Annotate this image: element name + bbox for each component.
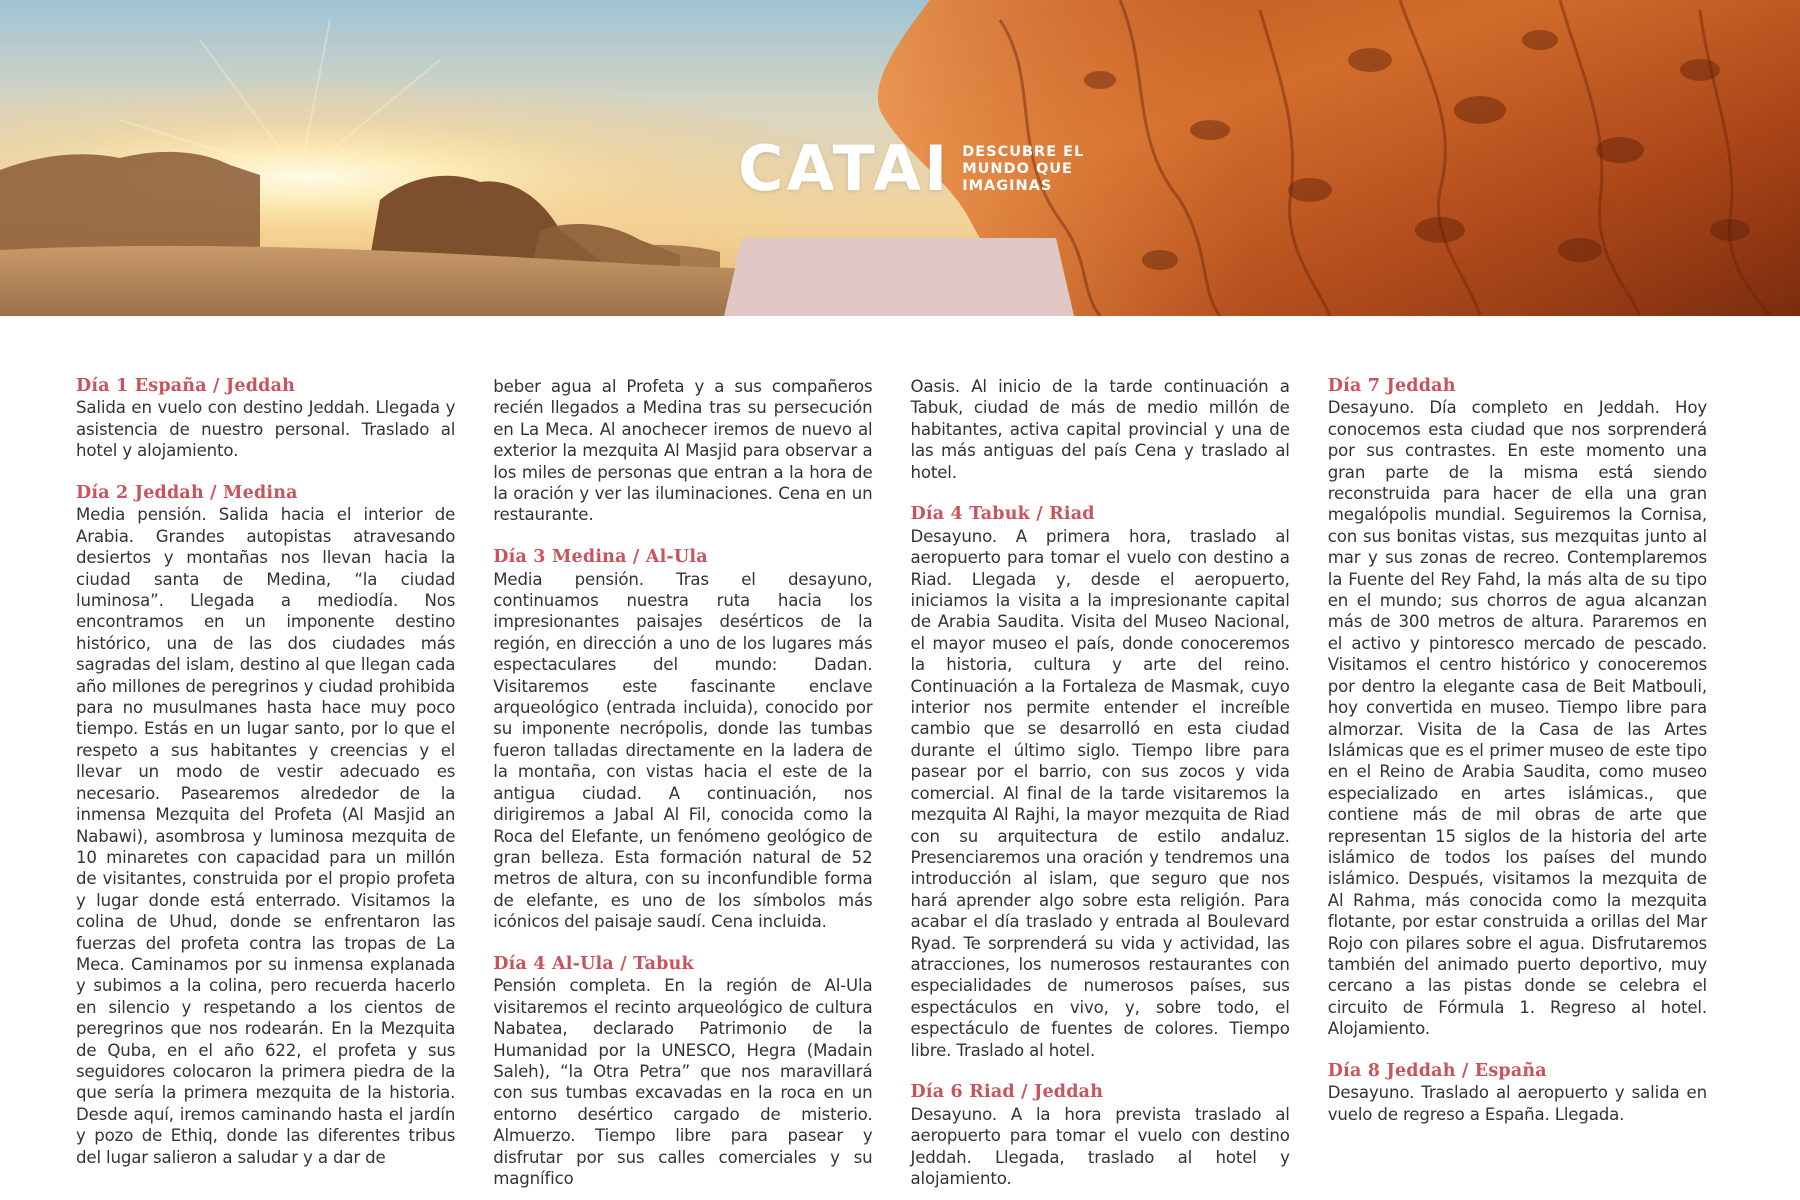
tagline-line: IMAGINAS — [962, 177, 1053, 194]
itinerary-column — [493, 376, 872, 1189]
day-heading: Día 8 Jeddah / España — [1327, 1060, 1547, 1081]
itinerary-column — [911, 376, 1290, 1189]
day-heading: Día 7 Jeddah — [1327, 376, 1456, 396]
brand-logo — [738, 132, 1085, 205]
tagline-line: MUNDO QUE — [962, 160, 1073, 177]
tagline-line: DESCUBRE EL — [962, 143, 1085, 160]
day-description: Desayuno. A la hora prevista traslado al aeropuerto para tomar el vuelo con destino Jeddah. Llegada, traslado al hotel y alojamiento. — [910, 1104, 1290, 1188]
day-description: Salida en vuelo con destino Jeddah. Llegada y asistencia de nuestro personal. Traslado al hotel y alojamiento. — [76, 398, 456, 461]
hero-image — [0, 0, 1800, 316]
day-description: Desayuno. A primera hora, traslado al aeropuerto para tomar el vuelo con destino a Riad. Llegada y, desde el aeropuerto, iniciamos la visita a la impresionante capital de Arabia Saudita. Visita del Museo Nacional, el mayor museo el país, donde conoceremos la historia, cultura y arte del reino. Continuación a la Fortaleza de Masmak, cuyo interior nos permite entender el increíble cambio que se desarrolló en esta ciudad durante el último siglo. Tiempo libre para pasear por el barrio, con sus zocos y vida comercial. Al final de la tarde visitaremos la mezquita Al Rajhi, la mayor mezquita de Riad con su arquitectura de estilo andaluz. Presenciaremos una oración y tendremos una introducción al islam, que seguro que nos hará aprender algo sobre esta religión. Para acabar el día traslado y entrada al Boulevard Ryad. Te sorprenderá su vida y actividad, las atracciones, los numerosos restaurantes con especialidades de numerosos países, sus espectáculos en vivo, y, sobre todo, el espectáculo de fuentes de colores. Tiempo libre. Traslado al hotel. — [910, 526, 1290, 1060]
day-description: Desayuno. Traslado al aeropuerto y salida en vuelo de regreso a España. Llegada. — [1327, 1083, 1707, 1124]
itinerary-column — [1328, 376, 1707, 1189]
decorative-tab — [724, 238, 1074, 316]
itinerary-columns — [76, 376, 1707, 1189]
day-heading: Día 1 España / Jeddah — [76, 376, 296, 396]
day-heading: Día 4 Al-Ula / Tabuk — [493, 953, 694, 974]
brand-tagline — [962, 144, 1084, 195]
brand-name: CATAI — [738, 132, 951, 205]
itinerary-column — [76, 376, 455, 1189]
day-description: Pensión completa. En la región de Al-Ula visitaremos el recinto arqueológico de cultura Nabatea, declarado Patrimonio de la Humanidad por la UNESCO, Hegra (Madain Saleh), “la Otra Petra” que nos maravillará con sus tumbas excavadas en la roca en un entorno desértico cargado de misterio. Almuerzo. Tiempo libre para pasear y disfrutar por sus calles comerciales y su magnífico — [493, 976, 873, 1188]
day-description: Media pensión. Tras el desayuno, continuamos nuestra ruta hacia los impresionantes paisajes desérticos de la región, en dirección a uno de los lugares más espectaculares del mundo: Dadan. Visitaremos este fascinante enclave arqueológico (entrada incluida), conocido por su imponente necrópolis, donde las tumbas fueron talladas directamente en la ladera de la montaña, con vistas hacia el este de la antigua ciudad. A continuación, nos dirigiremos a Jabal Al Fil, conocida como la Roca del Elefante, un fenómeno geológico de gran belleza. Esta formación natural de 52 metros de altura, con su inconfundible forma de elefante, es uno de los símbolos más icónicos del paisaje saudí. Cena incluida. — [493, 569, 873, 932]
day-heading: Día 6 Riad / Jeddah — [910, 1082, 1104, 1103]
day-description: Oasis. Al inicio de la tarde continuación a Tabuk, ciudad de más de medio millón de habitantes, activa capital provincial y una de las más antiguas del país Cena y traslado al hotel. — [910, 377, 1290, 482]
day-description: Desayuno. Día completo en Jeddah. Hoy conocemos esta ciudad que nos sorprenderá por sus contrastes. En este momento una gran parte de la misma está siendo reconstruida para hacer de ella una gran megalópolis mundial. Seguiremos la Cornisa, con sus bonitas vistas, sus mezquitas junto al mar y sus zonas de recreo. Contemplaremos la Fuente del Rey Fahd, la más alta de su tipo en el mundo; sus chorros de agua alcanzan más de 300 metros de altura. Pararemos en el activo y pintoresco mercado de pescado. Visitamos el centro histórico y conoceremos por dentro la elegante casa de Beit Matbouli, hoy convertida en museo. Tiempo libre para almorzar. Visita de la Casa de las Artes Islámicas que es el primer museo de este tipo en el Reino de Arabia Saudita, como museo especializado en artes islámicas., que contiene más de mil obras de arte que representan 15 siglos de la historia del arte islámico de todos los países del mundo islámico. Después, visitamos la mezquita de Al Rahma, más conocida como la mezquita flotante, por estar construida a orillas del Mar Rojo con pilares sobre el agua. Disfrutaremos también del animado puerto deportivo, muy cercano a las pistas donde se celebra el circuito de Fórmula 1. Regreso al hotel. Alojamiento. — [1327, 398, 1707, 1039]
day-heading: Día 3 Medina / Al-Ula — [493, 547, 708, 568]
day-heading: Día 4 Tabuk / Riad — [910, 504, 1095, 525]
day-description: beber agua al Profeta y a sus compañeros recién llegados a Medina tras su persecución en La Meca. Al anochecer iremos de nuevo al exterior la mezquita Al Masjid para observar a los miles de personas que entran a la hora de la oración y ver las iluminaciones. Cena en un restaurante. — [493, 377, 873, 525]
day-description: Media pensión. Salida hacia el interior de Arabia. Grandes autopistas atravesando desiertos y montañas nos llevan hacia la ciudad santa de Medina, “la ciudad luminosa”. Llegada a mediodía. Nos encontramos en un imponente destino histórico, una de las dos ciudades más sagradas del islam, destino al que llegan cada año millones de peregrinos y ciudad prohibida para no musulmanes hasta hace muy poco tiempo. Estás en un lugar santo, por lo que el respeto a sus habitantes y creencias y el llevar un modo de vestir adecuado es necesario. Pasearemos alrededor de la inmensa Mezquita del Profeta (Al Masjid an Nabawi), asombrosa y luminosa mezquita de 10 minaretes con capacidad para un millón de visitantes, construida por el propio profeta y lugar donde está enterrado. Visitamos la colina de Uhud, donde se enfrentaron las fuerzas del profeta contra las tropas de La Meca. Caminamos por su inmensa explanada y subimos a la colina, pero recuerda hacerlo en silencio y respetando a los cientos de peregrinos que nos rodearán. En la Mezquita de Quba, en el año 622, el profeta y sus seguidores colocaron la primera piedra de la que sería la primera mezquita de la historia. Desde aquí, iremos caminando hasta el jardín y pozo de Ethiq, donde las diferentes tribus del lugar salieron a saludar y a dar de — [76, 505, 456, 1167]
day-heading: Día 2 Jeddah / Medina — [76, 483, 298, 504]
